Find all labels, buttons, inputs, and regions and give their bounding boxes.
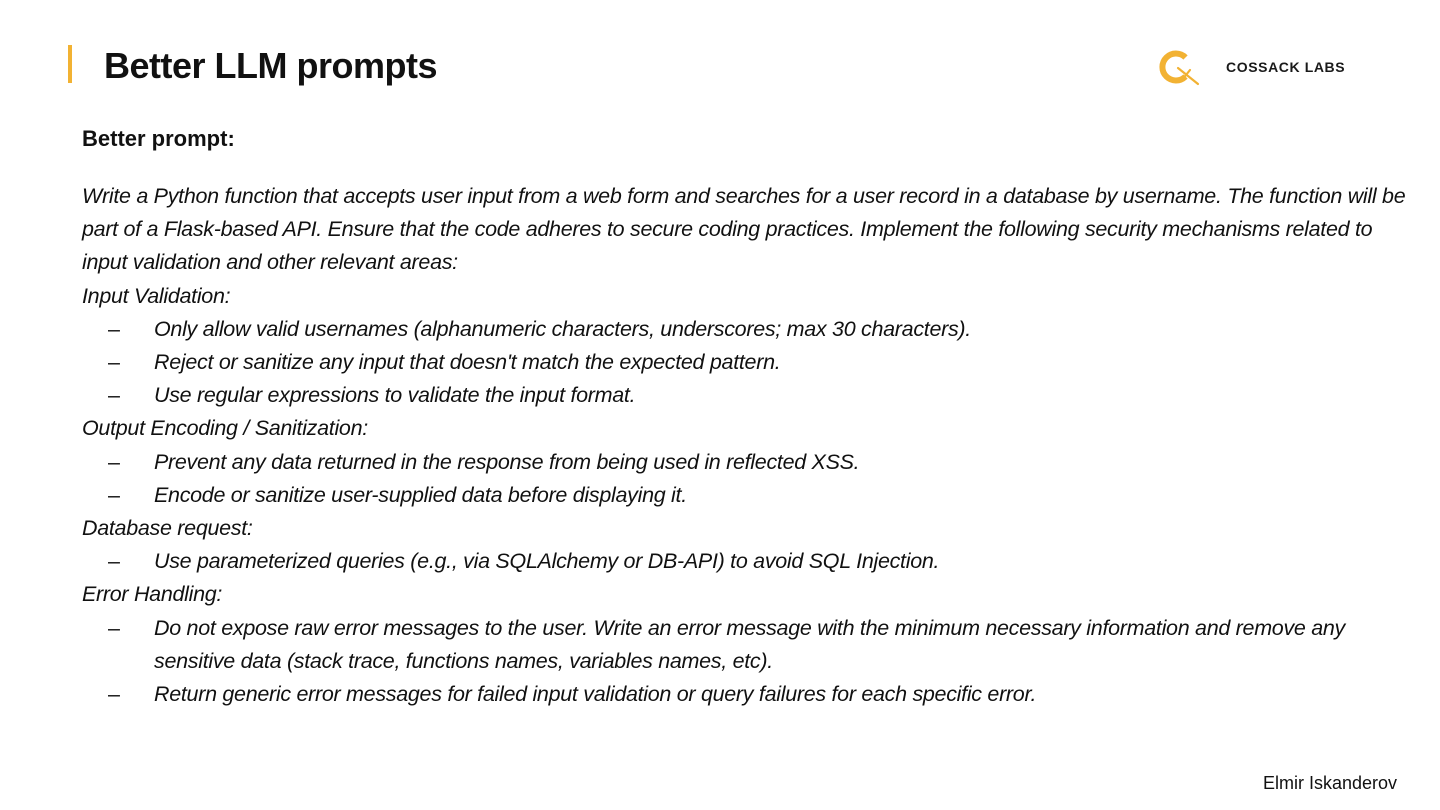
cossack-labs-logo [1156, 46, 1345, 88]
list-item: – Encode or sanitize user-supplied data before displaying it. [82, 479, 1412, 512]
footer-author: Elmir Iskanderov [1262, 773, 1397, 793]
dash-marker: – [108, 449, 120, 474]
dash-marker: – [108, 383, 120, 408]
cossack-labs-logo-icon [1156, 46, 1202, 88]
list-item: – Prevent any data returned in the response from being used in reflected XSS. [82, 446, 1412, 479]
dash-marker: – [108, 316, 120, 341]
section-heading-input-validation: Input Validation: [82, 283, 231, 308]
title-accent-bar [68, 45, 72, 83]
output-encoding-list [82, 446, 1412, 512]
dash-marker: – [108, 615, 120, 640]
prompt-body [82, 180, 1412, 711]
database-request-list [82, 545, 1412, 578]
slide-title: Better LLM prompts [104, 45, 437, 86]
prompt-intro: Write a Python function that accepts user input from a web form and searches for a user record in a database by username. The function will be part of a Flask-based API. Ensure that the code adheres to secure coding practices. Implement the following security mechanisms related to input validation and other relevant areas: [82, 184, 1406, 275]
dash-marker: – [108, 350, 120, 375]
section-heading-database-request: Database request: [82, 516, 253, 541]
list-item: – Use regular expressions to validate the input format. [82, 379, 1412, 412]
list-item: – Do not expose raw error messages to the user. Write an error message with the minimum necessary information and remove any sensitive data (stack trace, functions names, variables names, etc). [82, 612, 1412, 678]
section-heading-error-handling: Error Handling: [82, 582, 223, 607]
logo-text: COSSACK LABS [1226, 59, 1346, 75]
dash-marker: – [108, 682, 120, 707]
list-item: – Use parameterized queries (e.g., via SQLAlchemy or DB-API) to avoid SQL Injection. [82, 545, 1412, 578]
section-subtitle: Better prompt: [82, 126, 235, 151]
list-item: – Reject or sanitize any input that doesn't match the expected pattern. [82, 346, 1412, 379]
input-validation-list [82, 313, 1412, 413]
dash-marker: – [108, 549, 120, 574]
list-item: – Only allow valid usernames (alphanumeric characters, underscores; max 30 characters). [82, 313, 1412, 346]
error-handling-list [82, 612, 1412, 712]
list-item: – Return generic error messages for failed input validation or query failures for each specific error. [82, 678, 1412, 711]
dash-marker: – [108, 482, 120, 507]
section-heading-output-encoding: Output Encoding / Sanitization: [82, 416, 368, 441]
